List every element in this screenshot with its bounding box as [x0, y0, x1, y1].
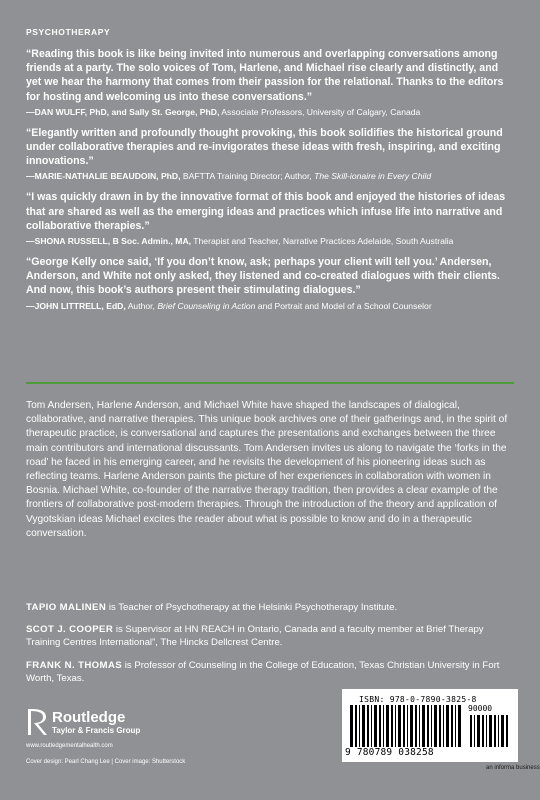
barcode-bar [403, 705, 405, 747]
barcode-bar [359, 705, 360, 747]
publisher-block [26, 705, 216, 750]
barcode-bar [391, 705, 393, 747]
editor-name: SCOT J. COOPER [26, 624, 114, 636]
editor-bio [26, 601, 516, 614]
quote-role: Author, [125, 300, 158, 311]
barcode-bar [458, 705, 461, 747]
isbn-number: ISBN: 978-0-7890-3825-8 [359, 695, 477, 704]
quote-attribution [26, 170, 512, 182]
quote-block [26, 190, 512, 247]
quote-block [26, 126, 512, 183]
publisher-url[interactable]: www.routledgementalhealth.com [26, 743, 113, 749]
barcode-bar [422, 705, 425, 747]
barcode-bar [374, 705, 377, 747]
editor-bio [26, 623, 516, 649]
quote-role: BAFTTA Training Director; Author, [180, 171, 315, 182]
cover-credit: Cover design: Pearl Chang Lee | Cover image: Shutterstock [26, 759, 186, 765]
barcode-bar [470, 715, 472, 747]
isbn-barcode [342, 689, 518, 762]
barcode-bar [446, 705, 449, 747]
barcode-bar [443, 705, 444, 747]
barcode-bar [431, 705, 432, 747]
editor-description: is Supervisor at HN REACH in Ontario, Canada and a faculty member at Brief Therapy Training Centres International”, The Hincks Dellcrest Centre. [26, 624, 484, 649]
barcode-bar [407, 705, 408, 747]
quote-author: —SHONA RUSSELL, B Soc. Admin., MA, [26, 236, 192, 247]
quote-author: —JOHN LITTRELL, EdD, [26, 300, 126, 311]
quote-text: “Elegantly written and profoundly thought provoking, this book solidifies the historical ground under collaborative therapies and re-invigorates these ideas with fresh, inspiring, and exciting innovations.” [26, 126, 503, 168]
editors-section [26, 601, 516, 694]
publisher-group: Taylor & Francis Group [52, 726, 141, 735]
barcode-bar [439, 705, 441, 747]
barcode-bar [427, 705, 429, 747]
barcode-bar [434, 705, 437, 747]
barcode-bar [398, 705, 401, 747]
barcode-digits: 9 780789 038258 [345, 747, 434, 758]
quote-role-title: The Skill-ionaire in Every Child [314, 171, 432, 182]
barcode-bar [371, 705, 372, 747]
barcode-bar [501, 715, 504, 747]
quote-role-title: Brief Counseling in Action [157, 300, 256, 311]
barcode-bar [415, 705, 417, 747]
barcode-bar [379, 705, 381, 747]
quote-author: —DAN WULFF, PhD, and Sally St. George, PhD, [26, 106, 220, 117]
price-barcode-bars [468, 715, 512, 747]
barcode-bar [498, 715, 499, 747]
barcode-bar [419, 705, 420, 747]
book-description: Tom Andersen, Harlene Anderson, and Michael White have shaped the landscapes of dialogical, collaborative, and narrative therapies. This unique book archives one of their gatherings and, in the spirit of therapeutic practice, is conversational and captures the presentations and exchanges between the three main contributors and international discussants. Tom Andersen invites us along to navigate the ‘forks in the road’ he faced in his emerging career, and he revisits the development of his pioneering ideas such as reflecting teams. Harlene Anderson paints the picture of her experiences in collaboration with women in Bosnia. Michael White, co-founder of the narrative therapy tradition, then provides a clear example of the frontiers of collaborative post-modern therapies. Through the introduction of the theory and application of Vygotskian ideas Michael excites the reader about what is possible to know and do in a therapeutic conversation. [26, 400, 508, 539]
barcode-bar [482, 715, 484, 747]
quote-block [26, 255, 512, 312]
editor-name: FRANK N. THOMAS [26, 659, 123, 671]
quote-text: “George Kelly once said, ‘If you don’t know, ask; perhaps your client will tell you.’ Andersen, Anderson, and White not only asked, they listened and co-created dialogues with their clients. And now, this book’s authors present their stimulating dialogues.” [26, 256, 500, 297]
editor-description: is Teacher of Psychotherapy at the Helsinki Psychotherapy Institute. [106, 602, 398, 613]
editor-description: is Professor of Counseling in the College of Education, Texas Christian University in Fort Worth, Texas. [26, 659, 500, 684]
quote-role: Associate Professors, University of Calgary, Canada [219, 106, 421, 117]
barcode-bar [355, 705, 357, 747]
quote-text: “Reading this book is like being invited into numerous and overlapping conversations among friends at a party. The solo voices of Tom, Harlene, and Michael rise clearly and distinctly, and yet we hear the harmony that comes from their passion for the relational. Thanks to the editors for hosting and welcoming us into these conversations.” [26, 48, 504, 103]
quote-attribution [26, 235, 512, 247]
quote-role-after: and Portrait and Model of a School Counselor [255, 300, 432, 311]
informa-tagline: an informa business [486, 765, 540, 771]
category-label: PSYCHOTHERAPY [26, 27, 111, 37]
barcode-bar [350, 705, 353, 747]
barcode-bars [348, 705, 464, 747]
green-divider [26, 382, 514, 384]
quote-attribution [26, 106, 512, 118]
barcode-bar [383, 705, 384, 747]
quote-block [26, 47, 512, 118]
quote-text: “I was quickly drawn in by the innovative format of this book and enjoyed the histories of ideas that are shared as well as the emerging ideas and practices which infuse life into narrative and collaborative therapies.” [26, 191, 506, 232]
quote-role: Therapist and Teacher, Narrative Practices Adelaide, South Australia [191, 236, 454, 247]
barcode-bar [362, 705, 365, 747]
barcode-bar [506, 715, 508, 747]
barcode-bar [386, 705, 389, 747]
barcode-bar [474, 715, 475, 747]
routledge-r-logo-icon [26, 707, 48, 737]
barcode-bar [367, 705, 369, 747]
barcode-bar [455, 705, 456, 747]
barcode-bar [486, 715, 487, 747]
barcode-bar [410, 705, 413, 747]
barcode-bar [494, 715, 496, 747]
quote-author: —MARIE-NATHALIE BEAUDOIN, PhD, [26, 171, 181, 182]
barcode-bar [451, 705, 453, 747]
quote-attribution [26, 300, 512, 312]
editor-bio [26, 659, 516, 685]
barcode-bar [395, 705, 396, 747]
editor-name: TAPIO MALINEN [26, 602, 107, 613]
price-code: 90000 [468, 704, 493, 713]
quotes-section [26, 47, 512, 320]
barcode-bar [477, 715, 480, 747]
barcode-bar [489, 715, 492, 747]
publisher-name: Routledge [52, 709, 126, 726]
